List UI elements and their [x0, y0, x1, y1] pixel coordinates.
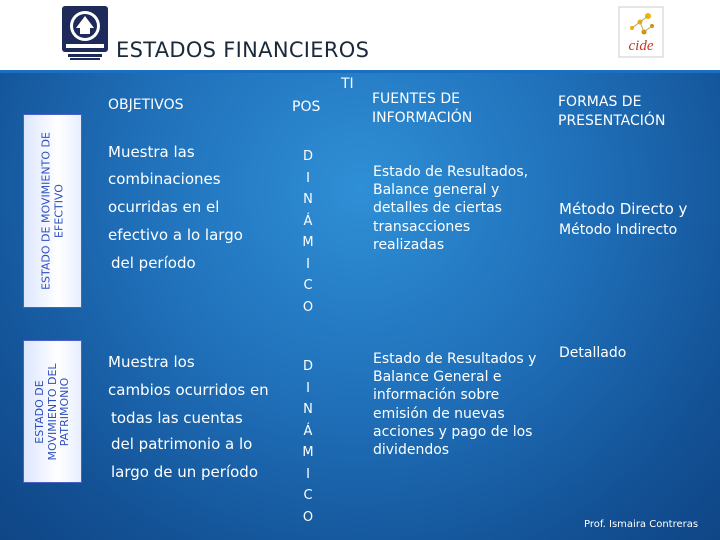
university-seal-icon	[60, 4, 110, 62]
forma-text: Detallado	[559, 345, 627, 361]
column-header-formas: FORMAS DE PRESENTACIÓN	[558, 94, 666, 129]
tipo-letter: M	[302, 235, 314, 250]
tipo-letter: D	[302, 359, 313, 374]
tipo-letter: I	[306, 170, 310, 186]
sidebar-label-patrimonio: ESTADO DE MOVIMIENTO DEL PATRIMONIO	[32, 362, 71, 461]
tipo-letter: I	[306, 380, 310, 396]
sidebar-box-efectivo	[23, 114, 82, 308]
tipo-vertical-text	[293, 146, 323, 318]
tipo-vertical-text	[293, 356, 323, 528]
cide-logo-icon	[618, 6, 664, 58]
tipo-letter: O	[302, 509, 314, 525]
tipo-letter: I	[306, 466, 310, 482]
author-credit: Prof. Ismaira Contreras	[584, 519, 699, 530]
objetivo-line: todas las cuentas	[111, 409, 243, 427]
sidebar-label-efectivo: ESTADO DE MOVIMIENTO DE EFECTIVO	[38, 132, 65, 290]
tipo-letter: O	[302, 299, 314, 315]
forma-text: Método Indirecto	[559, 222, 678, 238]
fuente-text: Estado de Resultados y Balance General e información sobre emisión de nuevas acciones y pago de los dividendos	[373, 351, 537, 458]
objetivo-line: del patrimonio a lo	[111, 435, 253, 453]
objetivo-line: del período	[111, 254, 196, 272]
page-title: ESTADOS FINANCIEROS	[116, 38, 370, 62]
tipo-letter: D	[302, 149, 313, 164]
tipo-letter: Á	[303, 423, 313, 439]
column-header-tipos-top: TI	[341, 76, 354, 92]
objetivo-line: ocurridas en el	[108, 198, 220, 216]
objetivo-line: largo de un período	[111, 463, 258, 481]
tipo-letter: M	[302, 445, 314, 460]
tipo-letter: Á	[303, 213, 313, 229]
title-divider	[0, 70, 720, 73]
forma-text: Método Directo y	[559, 200, 688, 218]
tipo-letter: N	[303, 192, 313, 207]
objetivo-line: combinaciones	[108, 170, 221, 188]
column-header-objetivos: OBJETIVOS	[108, 97, 184, 113]
tipo-letter: I	[306, 256, 310, 272]
objetivo-line: efectivo a lo largo	[108, 226, 243, 244]
objetivo-line: Muestra las	[108, 143, 195, 161]
column-header-fuentes: FUENTES DE INFORMACIÓN	[372, 91, 473, 126]
column-header-tipos-bottom: POS	[292, 99, 321, 115]
fuente-text: Estado de Resultados, Balance general y detalles de ciertas transacciones realizadas	[373, 164, 529, 253]
svg-text:cide: cide	[628, 38, 654, 54]
header-bar	[0, 0, 720, 72]
sidebar-box-patrimonio	[23, 340, 82, 483]
tipo-letter: C	[303, 278, 313, 293]
objetivo-line: Muestra los	[108, 353, 195, 371]
tipo-letter: N	[303, 402, 313, 417]
tipo-letter: C	[303, 488, 313, 503]
objetivo-line: cambios ocurridos en	[108, 381, 269, 399]
